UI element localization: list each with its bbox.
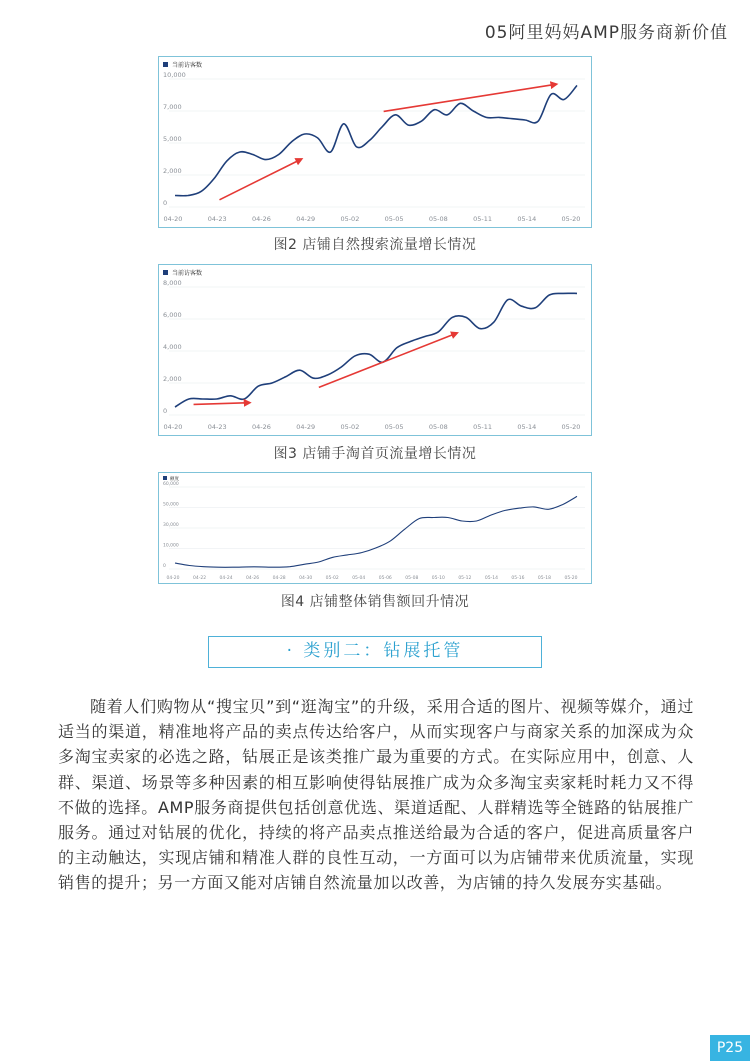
x-tick-label: 05-06 [378, 576, 392, 581]
y-tick-label: 8,000 [163, 279, 182, 287]
y-tick-label: 60,000 [163, 482, 179, 487]
body-paragraph: 随着人们购物从“搜宝贝”到“逛淘宝”的升级，采用合适的图片、视频等媒介，通过适当的渠道，精准地将产品的卖点传达给客户，从而实现客户与商家关系的加深成为众多淘宝卖家的必选之路，钻展正是该类推广最为重要的方式。在实际应用中，创意、人群、渠道、场景等多种因素的相互影响使得钻展推广成为众多淘宝卖家耗时耗力又不得不做的选择。AMP服务商提供包括创意优选、渠道适配、人群精选等全链路的钻展推广服务。通过对钻展的优化，持续的将产品卖点推送给最为合适的客户，促进高质量客户的主动触达，实现店铺和精准人群的良性互动，一方面可以为店铺带来优质流量，实现销售的提升；另一方面又能对店铺自然流量加以改善，为店铺的持久发展夯实基础。 [58, 697, 694, 893]
y-tick-label: 4,000 [163, 343, 182, 351]
legend-swatch [163, 476, 167, 480]
trend-arrow [194, 403, 250, 405]
x-tick-label: 05-14 [517, 423, 537, 431]
chart-homepage-traffic [158, 264, 592, 436]
y-tick-label: 7,000 [163, 103, 182, 111]
x-tick-label: 04-26 [251, 423, 271, 431]
x-tick-label: 05-12 [458, 576, 472, 581]
y-tick-label: 0 [163, 199, 168, 207]
series-line [175, 85, 577, 195]
x-tick-label: 05-14 [484, 576, 498, 581]
page-number: P25 [710, 1035, 750, 1061]
x-tick-label: 05-04 [352, 576, 366, 581]
y-tick-label: 50,000 [163, 502, 179, 508]
trend-arrow [219, 159, 301, 200]
chart-organic-search-svg [159, 57, 591, 227]
x-tick-label: 05-02 [340, 423, 360, 431]
x-tick-label: 04-20 [166, 576, 180, 581]
y-tick-label: 0 [163, 407, 168, 415]
trend-arrow [384, 84, 557, 111]
x-tick-label: 05-11 [473, 423, 493, 431]
x-tick-label: 05-11 [473, 215, 493, 223]
chart-homepage-traffic-svg [159, 265, 591, 435]
x-tick-label: 05-20 [564, 576, 578, 581]
y-tick-label: 10,000 [163, 71, 186, 79]
x-tick-label: 04-23 [207, 215, 227, 223]
y-tick-label: 10,000 [163, 543, 179, 549]
x-tick-label: 04-24 [219, 576, 233, 581]
chart-organic-search [158, 56, 592, 228]
caption-chart-4: 图4 店铺整体销售额回升情况 [280, 594, 470, 610]
x-tick-label: 05-02 [325, 576, 339, 581]
x-tick-label: 04-30 [299, 576, 313, 581]
x-tick-label: 05-20 [561, 215, 581, 223]
x-tick-label: 05-14 [517, 215, 537, 223]
x-tick-label: 05-18 [537, 576, 552, 581]
x-tick-label: 04-20 [163, 423, 183, 431]
x-tick-label: 04-29 [296, 423, 316, 431]
x-tick-label: 04-29 [296, 215, 316, 223]
section-title: · 类别二：钻展托管 [208, 636, 542, 668]
y-tick-label: 5,000 [163, 135, 182, 143]
x-tick-label: 05-20 [561, 423, 581, 431]
x-tick-label: 04-23 [207, 423, 227, 431]
caption-chart-2: 图2 店铺自然搜索流量增长情况 [273, 237, 477, 253]
y-tick-label: 0 [163, 564, 166, 569]
x-tick-label: 05-08 [405, 576, 419, 581]
caption-chart-3: 图3 店铺手淘首页流量增长情况 [273, 446, 477, 462]
legend-label: 当前访客数 [172, 270, 203, 277]
x-tick-label: 04-28 [272, 576, 286, 581]
trend-arrow [319, 333, 457, 387]
x-tick-label: 05-02 [340, 215, 360, 223]
legend-swatch [163, 62, 168, 67]
x-tick-label: 04-20 [163, 215, 183, 223]
y-tick-label: 6,000 [163, 311, 182, 319]
series-line [175, 293, 577, 407]
x-tick-label: 05-16 [511, 576, 525, 581]
x-tick-label: 05-05 [384, 215, 404, 223]
x-tick-label: 05-08 [428, 423, 448, 431]
legend-label: 当前访客数 [172, 62, 203, 69]
chart-sales-recovery-svg [159, 473, 591, 583]
x-tick-label: 05-08 [428, 215, 448, 223]
x-tick-label: 05-10 [431, 576, 445, 581]
x-tick-label: 04-22 [192, 576, 207, 581]
header-title: 05阿里妈妈AMP服务商新价值 [484, 23, 728, 43]
y-tick-label: 2,000 [163, 167, 182, 175]
legend-label: 额度 [170, 477, 179, 482]
chart-sales-recovery [158, 472, 592, 584]
x-tick-label: 04-26 [251, 215, 271, 223]
series-line [175, 496, 577, 567]
y-tick-label: 30,000 [163, 523, 179, 528]
x-tick-label: 05-05 [384, 423, 404, 431]
y-tick-label: 2,000 [163, 375, 182, 383]
legend-swatch [163, 270, 168, 275]
x-tick-label: 04-26 [246, 576, 260, 581]
